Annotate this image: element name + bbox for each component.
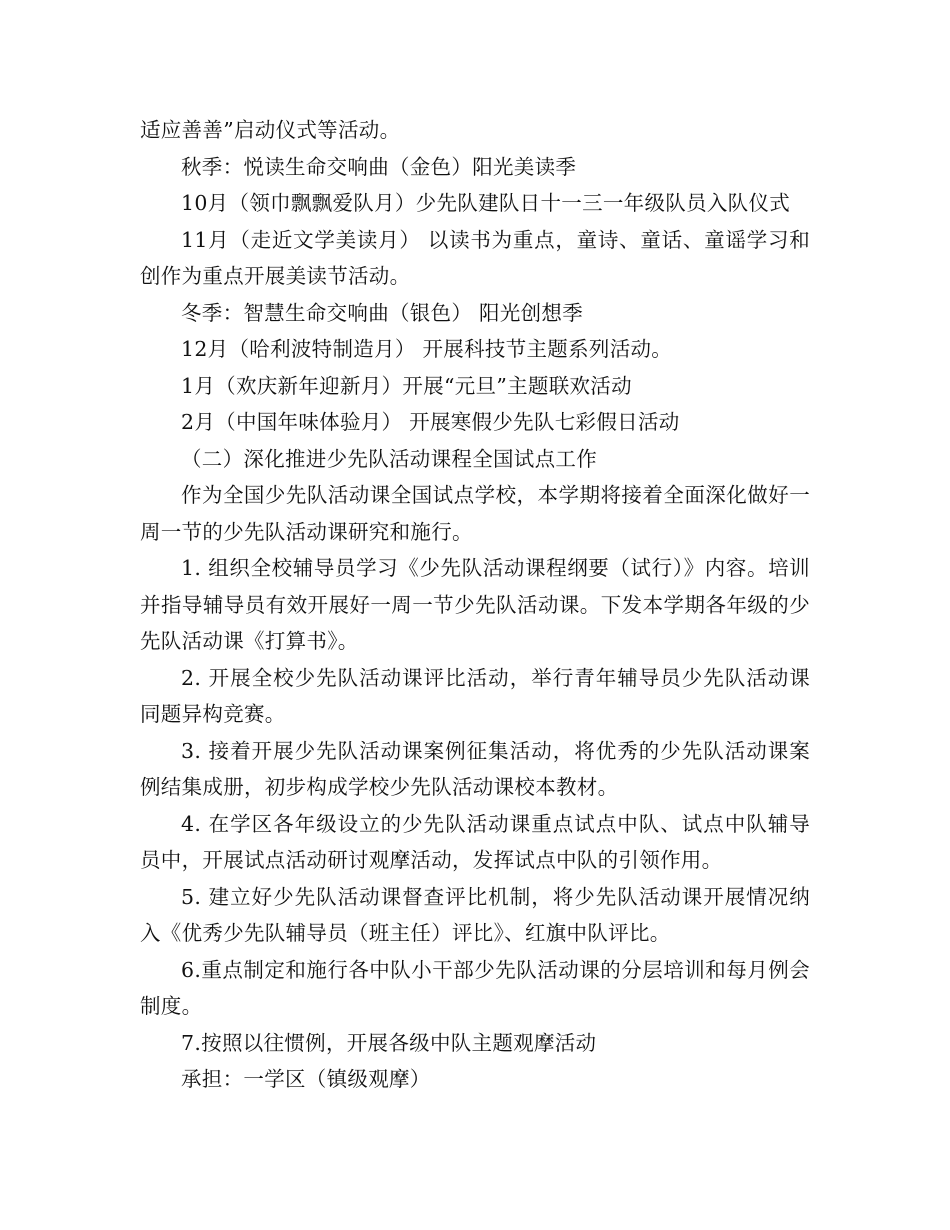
list-item-4: 4. 在学区各年级设立的少先队活动课重点试点中队、试点中队辅导员中，开展试点活动研讨观摩活动，发挥试点中队的引领作用。 (140, 811, 810, 872)
list-item-6: 6.重点制定和施行各中队小干部少先队活动课的分层培训和每月例会制度。 (140, 957, 810, 1018)
list-item-5: 5. 建立好少先队活动课督查评比机制，将少先队活动课开展情况纳入《优秀少先队辅导员（班主任）评比》、红旗中队评比。 (140, 884, 810, 945)
paragraph-december: 12月（哈利波特制造月） 开展科技节主题系列活动。 (181, 337, 673, 361)
list-item-7: 7.按照以往惯例，开展各级中队主题观摩活动 (181, 1030, 597, 1055)
paragraph-intro: 作为全国少先队活动课全国试点学校，本学期将接着全面深化做好一周一节的少先队活动课研究和施行。 (140, 483, 810, 544)
list-item-1: 1. 组织全校辅导员学习《少先队活动课程纲要（试行）》内容。培训并指导辅导员有效开展好一周一节少先队活动课。下发本学期各年级的少先队活动课《打算书》。 (140, 556, 810, 653)
paragraph-autumn-heading: 秋季：悦读生命交响曲（金色）阳光美读季 (181, 154, 577, 179)
paragraph-october: 10月（领巾飘飘爱队月）少先队建队日十一三一年级队员入队仪式 (181, 191, 791, 215)
list-item-2: 2. 开展全校少先队活动课评比活动，举行青年辅导员少先队活动课同题异构竞赛。 (140, 665, 810, 726)
paragraph-november: 11月（走近文学美读月） 以读书为重点，童诗、童话、童谣学习和创作为重点开展美读节活动。 (140, 227, 810, 288)
paragraph: 适应善善”启动仪式等活动。 (140, 118, 401, 142)
paragraph-february: 2月（中国年味体验月） 开展寒假少先队七彩假日活动 (181, 410, 680, 434)
document-body (140, 112, 810, 1098)
paragraph-undertake: 承担：一学区（镇级观摩） (181, 1067, 431, 1091)
paragraph-january: 1月（欢庆新年迎新月）开展“元旦”主题联欢活动 (181, 373, 632, 398)
section-heading: （二）深化推进少先队活动课程全国试点工作 (181, 446, 597, 471)
list-item-3: 3. 接着开展少先队活动课案例征集活动，将优秀的少先队活动课案例结集成册，初步构成学校少先队活动课校本教材。 (140, 738, 810, 799)
paragraph-winter-heading: 冬季：智慧生命交响曲（银色） 阳光创想季 (181, 300, 584, 325)
